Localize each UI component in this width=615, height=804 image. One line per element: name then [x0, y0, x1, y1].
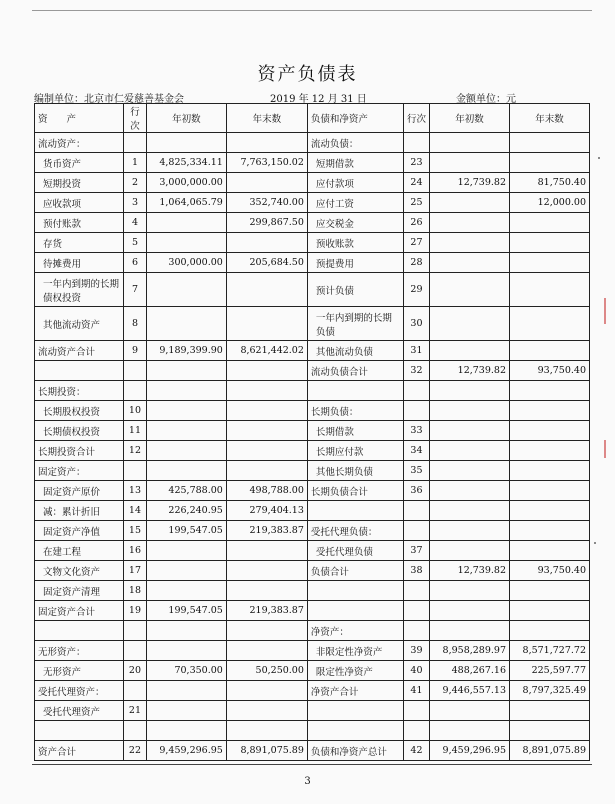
cell-e	[226, 173, 307, 193]
cell-l2: 24	[403, 173, 429, 193]
cell-l2	[403, 581, 429, 601]
cell-e: 7,763,150.02	[226, 153, 307, 173]
header-begin: 年初数	[146, 104, 226, 133]
cell-l: 14	[124, 501, 147, 521]
table-row	[35, 581, 590, 601]
cell-e: 299,867.50	[226, 213, 307, 233]
cell-b	[146, 361, 226, 381]
cell-la: 预计负债	[307, 273, 403, 307]
cell-la: 预收账款	[307, 233, 403, 253]
cell-l2	[403, 501, 429, 521]
cell-a: 一年内到期的长期债权投资	[35, 273, 124, 307]
cell-l: 12	[124, 441, 147, 461]
header-line: 行次	[124, 104, 147, 133]
cell-l2	[403, 521, 429, 541]
cell-b	[146, 701, 226, 721]
cell-b2	[430, 273, 510, 307]
cell-a: 固定资产原价	[35, 481, 124, 501]
cell-b: 9,189,399.90	[146, 341, 226, 361]
cell-l2: 29	[403, 273, 429, 307]
table-row	[35, 561, 590, 581]
cell-e2	[510, 307, 590, 341]
cell-e	[226, 381, 307, 401]
cell-e	[226, 421, 307, 441]
cell-e2	[510, 153, 590, 173]
cell-l2: 28	[403, 253, 429, 273]
cell-l: 7	[124, 273, 147, 307]
cell-e2: 8,571,727.72	[510, 641, 590, 661]
cell-b	[146, 307, 226, 341]
cell-b2	[430, 701, 510, 721]
cell-b	[146, 641, 226, 661]
cell-e: 219,383.87	[226, 601, 307, 621]
cell-e2	[510, 401, 590, 421]
cell-a: 流动资产：	[35, 133, 124, 153]
cell-la: 预提费用	[307, 253, 403, 273]
cell-a: 其他流动资产	[35, 307, 124, 341]
cell-e: 8,891,075.89	[226, 741, 307, 761]
cell-l2	[403, 601, 429, 621]
cell-b	[146, 133, 226, 153]
cell-e2	[510, 541, 590, 561]
cell-e2	[510, 461, 590, 481]
balance-sheet-table	[34, 103, 590, 761]
cell-la: 净资产合计	[307, 681, 403, 701]
cell-l2: 27	[403, 233, 429, 253]
cell-b: 4,825,334.11	[146, 153, 226, 173]
cell-e2	[510, 501, 590, 521]
cell-e2	[510, 213, 590, 233]
cell-la: 长期负债：	[307, 401, 403, 421]
cell-b	[146, 381, 226, 401]
cell-b2	[430, 193, 510, 213]
table-row	[35, 253, 590, 273]
table-row	[35, 521, 590, 541]
cell-b2: 9,459,296.95	[430, 741, 510, 761]
cell-e2: 93,750.40	[510, 561, 590, 581]
table-row	[35, 721, 590, 741]
cell-a: 在建工程	[35, 541, 124, 561]
cell-la	[307, 581, 403, 601]
cell-b2: 9,446,557.13	[430, 681, 510, 701]
cell-la: 流动负债：	[307, 133, 403, 153]
cell-e: 205,684.50	[226, 253, 307, 273]
cell-e	[226, 541, 307, 561]
table-row	[35, 461, 590, 481]
header-end-2: 年末数	[510, 104, 590, 133]
cell-la: 流动负债合计	[307, 361, 403, 381]
cell-e	[226, 641, 307, 661]
table-row	[35, 401, 590, 421]
cell-b2	[430, 581, 510, 601]
table-row	[35, 441, 590, 461]
table-row	[35, 193, 590, 213]
cell-la: 净资产：	[307, 621, 403, 641]
cell-a: 减：累计折旧	[35, 501, 124, 521]
cell-e2	[510, 701, 590, 721]
cell-l2	[403, 721, 429, 741]
cell-b2	[430, 621, 510, 641]
cell-la: 受托代理负债：	[307, 521, 403, 541]
cell-a: 无形资产：	[35, 641, 124, 661]
report-date: 2019 年 12 月 31 日	[270, 94, 367, 105]
cell-b	[146, 421, 226, 441]
cell-a: 长期投资合计	[35, 441, 124, 461]
cell-b2	[430, 601, 510, 621]
cell-a: 待摊费用	[35, 253, 124, 273]
cell-l	[124, 381, 147, 401]
cell-l2: 35	[403, 461, 429, 481]
cell-l: 1	[124, 153, 147, 173]
cell-b: 300,000.00	[146, 253, 226, 273]
table-row	[35, 661, 590, 681]
cell-a: 应收款项	[35, 193, 124, 213]
cell-l: 4	[124, 213, 147, 233]
cell-b2	[430, 501, 510, 521]
cell-b: 3,000,000.00	[146, 173, 226, 193]
cell-a: 固定资产清理	[35, 581, 124, 601]
cell-b2	[430, 307, 510, 341]
cell-l2: 36	[403, 481, 429, 501]
cell-a: 受托代理资产	[35, 701, 124, 721]
cell-b	[146, 561, 226, 581]
cell-e2	[510, 441, 590, 461]
cell-b: 199,547.05	[146, 521, 226, 541]
cell-l: 17	[124, 561, 147, 581]
cell-la: 负债合计	[307, 561, 403, 581]
cell-e2: 8,891,075.89	[510, 741, 590, 761]
cell-b2: 12,739.82	[430, 361, 510, 381]
cell-e: 279,404.13	[226, 501, 307, 521]
cell-l: 10	[124, 401, 147, 421]
cell-a: 货币资产	[35, 153, 124, 173]
cell-b	[146, 233, 226, 253]
cell-a: 存货	[35, 233, 124, 253]
cell-e	[226, 581, 307, 601]
table-row	[35, 741, 590, 761]
cell-b2	[430, 153, 510, 173]
cell-b2	[430, 341, 510, 361]
cell-a: 长期债权投资	[35, 421, 124, 441]
cell-b2: 12,739.82	[430, 561, 510, 581]
cell-a: 受托代理资产：	[35, 681, 124, 701]
table-row	[35, 541, 590, 561]
cell-b2	[430, 441, 510, 461]
table-row	[35, 621, 590, 641]
cell-b2	[430, 521, 510, 541]
cell-a	[35, 621, 124, 641]
cell-e2	[510, 601, 590, 621]
table-row	[35, 421, 590, 441]
cell-e	[226, 273, 307, 307]
cell-b	[146, 401, 226, 421]
cell-b	[146, 213, 226, 233]
table-row	[35, 173, 590, 193]
cell-la: 应付工资	[307, 193, 403, 213]
cell-e2	[510, 253, 590, 273]
cell-l	[124, 361, 147, 381]
cell-la: 长期借款	[307, 421, 403, 441]
cell-e2	[510, 621, 590, 641]
cell-b2: 488,267.16	[430, 661, 510, 681]
table-row	[35, 233, 590, 253]
table-row	[35, 133, 590, 153]
cell-b	[146, 273, 226, 307]
table-row	[35, 213, 590, 233]
cell-l: 13	[124, 481, 147, 501]
cell-b2	[430, 481, 510, 501]
cell-a: 文物文化资产	[35, 561, 124, 581]
table-row	[35, 307, 590, 341]
cell-e	[226, 307, 307, 341]
currency-unit: 金额单位：元	[456, 94, 516, 105]
cell-e	[226, 701, 307, 721]
cell-b2	[430, 461, 510, 481]
cell-l2: 32	[403, 361, 429, 381]
cell-e2	[510, 521, 590, 541]
cell-a: 无形资产	[35, 661, 124, 681]
cell-e2: 8,797,325.49	[510, 681, 590, 701]
cell-a: 长期股权投资	[35, 401, 124, 421]
cell-e2	[510, 421, 590, 441]
cell-l2: 42	[403, 741, 429, 761]
cell-a: 固定资产合计	[35, 601, 124, 621]
cell-l2: 40	[403, 661, 429, 681]
cell-e: 50,250.00	[226, 661, 307, 681]
cell-l: 6	[124, 253, 147, 273]
cell-b2	[430, 421, 510, 441]
cell-e: 219,383.87	[226, 521, 307, 541]
cell-l2: 30	[403, 307, 429, 341]
cell-l2: 41	[403, 681, 429, 701]
header-end: 年末数	[226, 104, 307, 133]
header-asset: 资 产	[35, 104, 124, 133]
cell-e2	[510, 233, 590, 253]
table-row	[35, 501, 590, 521]
table-row	[35, 153, 590, 173]
cell-e	[226, 233, 307, 253]
table-row	[35, 361, 590, 381]
cell-a: 预付账款	[35, 213, 124, 233]
cell-b: 425,788.00	[146, 481, 226, 501]
cell-l2: 38	[403, 561, 429, 581]
cell-e	[226, 561, 307, 581]
cell-l: 20	[124, 661, 147, 681]
cell-l: 16	[124, 541, 147, 561]
cell-e	[226, 681, 307, 701]
bottom-rule	[32, 764, 592, 765]
cell-b2	[430, 213, 510, 233]
cell-l: 19	[124, 601, 147, 621]
cell-la: 负债和净资产总计	[307, 741, 403, 761]
cell-la: 其他长期负债	[307, 461, 403, 481]
cell-la: 限定性净资产	[307, 661, 403, 681]
table-row	[35, 601, 590, 621]
cell-l2: 23	[403, 153, 429, 173]
header-line-2: 行次	[403, 104, 429, 133]
cell-l2	[403, 133, 429, 153]
cell-a	[35, 361, 124, 381]
cell-b2	[430, 253, 510, 273]
cell-l2	[403, 701, 429, 721]
cell-e	[226, 621, 307, 641]
cell-e	[226, 401, 307, 421]
cell-e: 352,740.00	[226, 193, 307, 213]
margin-mark	[604, 440, 606, 458]
page-title: 资产负债表	[257, 64, 358, 85]
cell-e2: 81,750.40	[510, 173, 590, 193]
cell-b: 9,459,296.95	[146, 741, 226, 761]
cell-l	[124, 721, 147, 741]
cell-a: 资产合计	[35, 741, 124, 761]
top-rule	[32, 10, 592, 11]
cell-la	[307, 501, 403, 521]
cell-e2	[510, 341, 590, 361]
header-begin-2: 年初数	[430, 104, 510, 133]
table-row	[35, 341, 590, 361]
cell-a: 长期投资：	[35, 381, 124, 401]
table-row	[35, 701, 590, 721]
cell-e	[226, 441, 307, 461]
cell-la: 非限定性净资产	[307, 641, 403, 661]
cell-e	[226, 133, 307, 153]
scan-speck	[598, 157, 600, 159]
cell-l: 18	[124, 581, 147, 601]
cell-la	[307, 701, 403, 721]
cell-b	[146, 581, 226, 601]
page-number: 3	[304, 776, 311, 787]
cell-la: 一年内到期的长期负债	[307, 307, 403, 341]
org-label: 编制单位：北京市仁爱慈善基金会	[34, 94, 184, 105]
cell-b2	[430, 233, 510, 253]
cell-l2: 25	[403, 193, 429, 213]
cell-l: 22	[124, 741, 147, 761]
scan-speck	[594, 542, 596, 544]
cell-l2	[403, 621, 429, 641]
table-row	[35, 273, 590, 307]
cell-b2	[430, 401, 510, 421]
cell-l: 21	[124, 701, 147, 721]
cell-l2	[403, 401, 429, 421]
cell-b2	[430, 721, 510, 741]
cell-la	[307, 721, 403, 741]
table-header-row	[35, 104, 590, 133]
cell-l2: 39	[403, 641, 429, 661]
cell-la: 应付款项	[307, 173, 403, 193]
cell-e2: 93,750.40	[510, 361, 590, 381]
cell-l: 3	[124, 193, 147, 213]
cell-a	[35, 721, 124, 741]
cell-l	[124, 461, 147, 481]
cell-b: 70,350.00	[146, 661, 226, 681]
cell-l: 9	[124, 341, 147, 361]
cell-b: 1,064,065.79	[146, 193, 226, 213]
cell-l2: 33	[403, 421, 429, 441]
cell-l	[124, 621, 147, 641]
cell-e2: 225,597.77	[510, 661, 590, 681]
cell-b	[146, 461, 226, 481]
cell-e2	[510, 721, 590, 741]
cell-e2	[510, 381, 590, 401]
cell-b2	[430, 381, 510, 401]
cell-b	[146, 441, 226, 461]
cell-l	[124, 133, 147, 153]
cell-e2: 12,000.00	[510, 193, 590, 213]
cell-l: 11	[124, 421, 147, 441]
cell-e	[226, 461, 307, 481]
cell-e2	[510, 133, 590, 153]
cell-a: 流动资产合计	[35, 341, 124, 361]
cell-b2	[430, 541, 510, 561]
cell-e2	[510, 581, 590, 601]
table-row	[35, 481, 590, 501]
cell-a: 短期投资	[35, 173, 124, 193]
table-row	[35, 381, 590, 401]
cell-la: 应交税金	[307, 213, 403, 233]
cell-b	[146, 621, 226, 641]
cell-b2	[430, 133, 510, 153]
cell-la: 短期借款	[307, 153, 403, 173]
cell-la: 受托代理负债	[307, 541, 403, 561]
table-row	[35, 641, 590, 661]
cell-la: 长期负债合计	[307, 481, 403, 501]
cell-l: 5	[124, 233, 147, 253]
cell-l	[124, 681, 147, 701]
cell-e	[226, 721, 307, 741]
cell-e: 8,621,442.02	[226, 341, 307, 361]
cell-a: 固定资产：	[35, 461, 124, 481]
header-liabilities: 负债和净资产	[307, 104, 403, 133]
cell-la: 长期应付款	[307, 441, 403, 461]
cell-e: 498,788.00	[226, 481, 307, 501]
cell-b2: 8,958,289.97	[430, 641, 510, 661]
cell-l2	[403, 381, 429, 401]
cell-l: 15	[124, 521, 147, 541]
cell-b	[146, 681, 226, 701]
table-row	[35, 681, 590, 701]
cell-l: 8	[124, 307, 147, 341]
cell-l2: 34	[403, 441, 429, 461]
cell-b: 199,547.05	[146, 601, 226, 621]
cell-l	[124, 641, 147, 661]
cell-b: 226,240.95	[146, 501, 226, 521]
cell-la: 其他流动负债	[307, 341, 403, 361]
cell-b	[146, 541, 226, 561]
cell-e2	[510, 273, 590, 307]
cell-b2: 12,739.82	[430, 173, 510, 193]
cell-e2	[510, 481, 590, 501]
cell-b	[146, 721, 226, 741]
cell-la	[307, 381, 403, 401]
cell-la	[307, 601, 403, 621]
cell-l2: 26	[403, 213, 429, 233]
margin-mark	[604, 298, 606, 324]
cell-l: 2	[124, 173, 147, 193]
cell-l2: 37	[403, 541, 429, 561]
cell-a: 固定资产净值	[35, 521, 124, 541]
cell-l2: 31	[403, 341, 429, 361]
cell-e	[226, 361, 307, 381]
